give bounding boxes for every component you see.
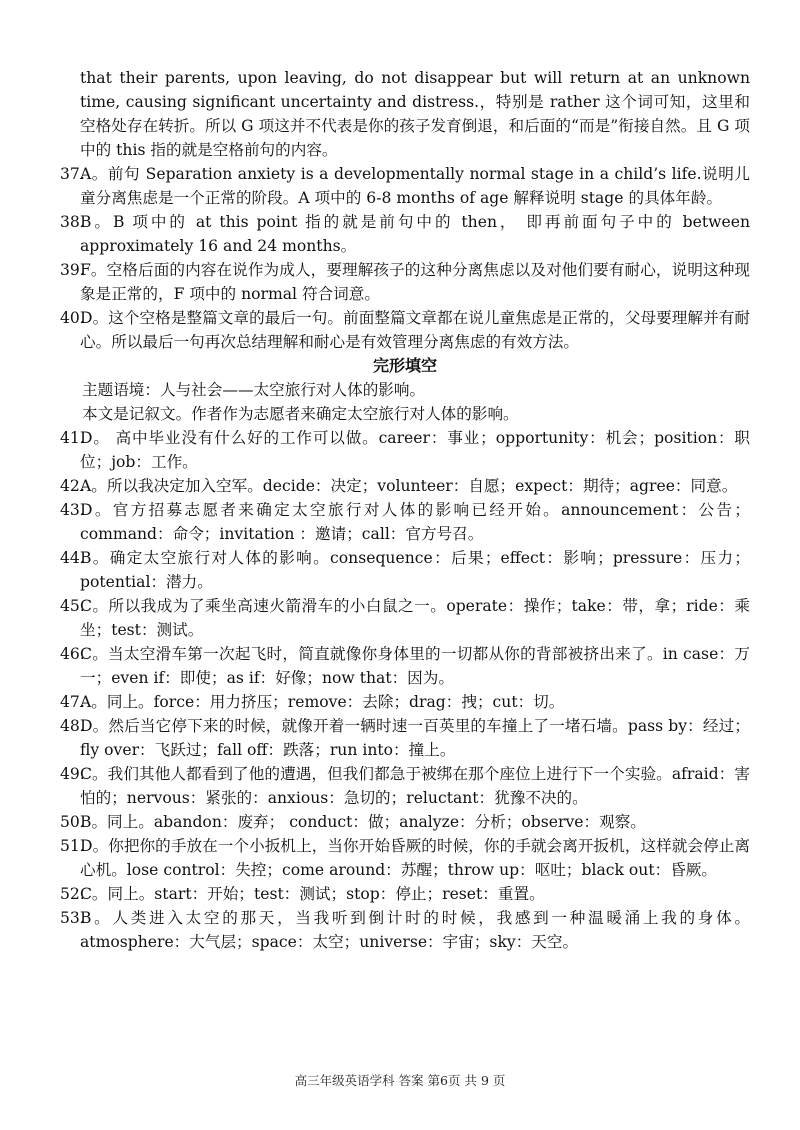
answer-explanation: D。然后当它停下来的时候，就像开着一辆时速一百英里的车撞上了一堵石墙。pass by：经过；fly over：飞跃过；fall off：跌落；run into：撞上。 [80,717,750,759]
answer-item-52 [60,882,750,906]
answer-item-43 [60,498,750,546]
answer-number: 40. [60,309,85,327]
answer-number: 37. [60,165,85,183]
answer-number: 53. [60,909,85,927]
answer-item-53 [60,906,750,954]
answer-number: 38. [60,213,85,231]
answer-explanation: C。所以我成为了乘坐高速火箭滑车的小白鼠之一。operate：操作；take：带，拿；ride：乘坐；test：测试。 [80,597,750,639]
answer-explanation: C。我们其他人都看到了他的遭遇，但我们都急于被绑在那个座位上进行下一个实验。afraid：害怕的；nervous：紧张的：anxious：急切的；reluctant：犹豫不决的。 [80,765,750,807]
answer-item-48 [60,714,750,762]
answer-explanation: D。这个空格是整篇文章的最后一句。前面整篇文章都在说儿童焦虑是正常的，父母要理解并有耐心。所以最后一句再次总结理解和耐心是有效管理分离焦虑的有效方法。 [80,309,750,351]
answer-number: 47. [60,693,85,711]
answer-explanation: A。所以我决定加入空军。decide：决定；volunteer：自愿；expect：期待；agree：同意。 [80,477,738,495]
answer-item-50 [60,810,750,834]
answer-explanation: D。你把你的手放在一个小扳机上，当你开始昏厥的时候，你的手就会离开扳机，这样就会停止离心机。lose control：失控；come around：苏醒；throw up：呕吐；black out：昏厥。 [80,837,750,879]
page-footer: 高三年级英语学科 答案 第6页 共 9 页 [294,1073,506,1088]
answer-item-51 [60,834,750,882]
answer-number: 51. [60,837,85,855]
answer-number: 52. [60,885,85,903]
answer-item-45 [60,594,750,642]
answer-item-47 [60,690,750,714]
answer-explanation: C。当太空滑车第一次起飞时，简直就像你身体里的一切都从你的背部被挤出来了。in case：万一；even if：即使；as if：好像；now that：因为。 [80,645,750,687]
intro-paragraph: that their parents, upon leaving, do not disappear but will return at an unknown time, causing significant uncertainty and distress.，特别是 rather 这个词可知，这里和空格处存在转折。所以 G 项这并不代表是你的孩子发育倒退，和后面的“而是”衔接自然。且 G 项中的 this 指的就是空格前句的内容。 [80,69,750,159]
answer-item-37 [60,162,750,210]
answer-explanation: D。官方招募志愿者来确定太空旅行对人体的影响已经开始。announcement：公告；command：命令；invitation ：邀请；call：官方号召。 [80,501,750,543]
answer-explanation: B。人类进入太空的那天，当我听到倒计时的时候，我感到一种温暖涌上我的身体。atmosphere：大气层；space：太空；universe：宇宙；sky：天空。 [80,909,750,951]
answer-explanation: B。确定太空旅行对人体的影响。consequence：后果；effect：影响；pressure：压力；potential：潜力。 [80,549,750,591]
answer-number: 43. [60,501,85,519]
answer-number: 39. [60,261,85,279]
answer-item-42 [60,474,750,498]
page-content [60,66,750,954]
answer-explanation: B。B 项中的 at this point 指的就是前句中的 then， 即再前面句子中的 between approximately 16 and 24 months。 [80,213,750,255]
answer-explanation: F。空格后面的内容在说作为成人，要理解孩子的这种分离焦虑以及对他们要有耐心，说明这种现象是正常的，F 项中的 normal 符合词意。 [80,261,750,303]
answer-number: 42. [60,477,85,495]
section-title: 完形填空 [372,356,437,375]
answer-number: 45. [60,597,85,615]
answer-item-46 [60,642,750,690]
answer-item-38 [60,210,750,258]
answer-number: 41. [60,429,85,447]
answer-number: 49. [60,765,85,783]
answer-number: 48. [60,717,85,735]
theme-line: 主题语境：人与社会——太空旅行对人体的影响。 [82,381,426,399]
answer-number: 46. [60,645,85,663]
genre-line: 本文是记叙文。作者作为志愿者来确定太空旅行对人体的影响。 [82,405,519,423]
answer-item-40 [60,306,750,354]
answer-explanation: A。前句 Separation anxiety is a developmentally normal stage in a child’s life.说明儿童分离焦虑是一个正常的阶段。A 项中的 6-8 months of age 解释说明 stage 的具体年龄。 [80,165,750,207]
answer-explanation: C。同上。start：开始；test：测试；stop：停止；reset：重置。 [80,885,545,903]
answer-explanation: A。同上。force：用力挤压；remove：去除；drag：拽；cut：切。 [80,693,565,711]
answer-number: 50. [60,813,85,831]
cloze-answers [60,426,750,954]
answer-item-49 [60,762,750,810]
answer-number: 44. [60,549,85,567]
answer-item-41 [60,426,750,474]
answer-item-44 [60,546,750,594]
answer-explanation: B。同上。abandon：废弃； conduct：做；analyze：分析；observe：观察。 [80,813,646,831]
answer-explanation: D。 高中毕业没有什么好的工作可以做。career：事业；opportunity：机会；position：职位；job：工作。 [80,429,750,471]
answer-item-39 [60,258,750,306]
reading-answers [60,162,750,354]
